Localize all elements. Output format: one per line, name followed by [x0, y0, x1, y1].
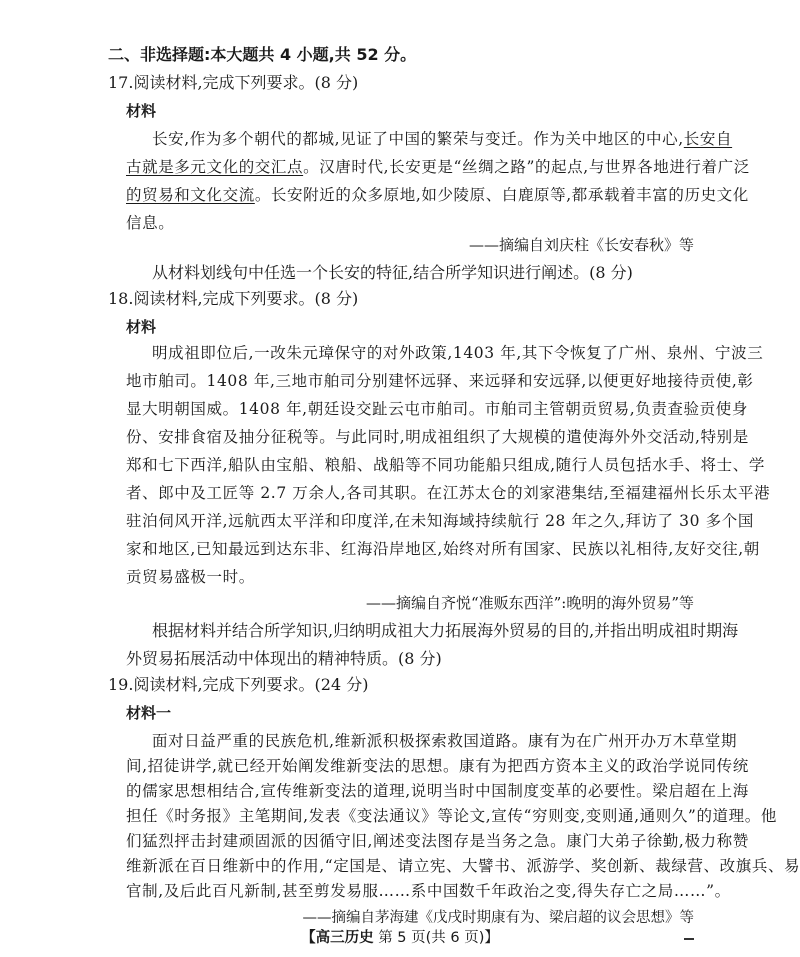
q18-material-line: 贡贸易盛极一时。	[126, 568, 255, 586]
q18-material-line: 份、安排食宿及抽分征税等。与此同时,明成祖组织了大规模的遣使海外外交活动,特别是	[126, 428, 749, 446]
q18-material-line: 郑和七下西洋,船队由宝船、粮船、战船等不同功能船只组成,随行人员包括水手、将士、学	[126, 456, 765, 474]
q17-material-line	[126, 156, 750, 178]
q19-material-line: 的儒家思想相结合,宣传维新变法的道理,说明当时中国制度变革的必要性。梁启超在上海	[126, 782, 749, 800]
q18-source: ——摘编自齐悦“准贩东西洋”:晚明的海外贸易”等	[365, 594, 694, 612]
question-18-title: 18.阅读材料,完成下列要求。(8 分)	[108, 289, 359, 308]
footer-page-number: 第 5 页(共 6 页)】	[378, 930, 499, 946]
q19-source: ——摘编自茅海建《戊戌时期康有为、梁启超的议会思想》等	[302, 910, 694, 926]
q17-line2-text: 。汉唐时代,长安更是“丝绸之路”的起点,与世界各地进行着广泛	[303, 158, 750, 176]
q17-underlined-phrase: 古就是多元文化的交汇点	[126, 158, 304, 176]
section-title: 二、非选择题:本大题共 4 小题,共 52 分。	[108, 45, 417, 64]
q19-material-line: 们猛烈抨击封建顽固派的因循守旧,阐述变法图存是当务之急。康门大弟子徐勤,极力称赞	[126, 832, 749, 850]
q19-material-line: 官制,及后此百凡新制,甚至剪发易服……系中国数千年政治之变,得失存亡之局……”。	[126, 882, 731, 900]
q19-material-label: 材料一	[126, 704, 172, 722]
q17-material-line: 信息。	[126, 214, 175, 232]
q18-material-line: 地市舶司。1408 年,三地市舶司分别建怀远驿、来远驿和安远驿,以便更好地接待贡使,彰	[126, 372, 754, 390]
q18-material-line: 驻泊伺风开洋,远航西太平洋和印度洋,在未知海域持续航行 28 年之久,拜访了 30 多个国	[126, 512, 754, 530]
q17-material-label: 材料	[126, 102, 157, 120]
footer-subject: 【高三历史	[301, 930, 374, 946]
q19-material-line: 担任《时务报》主笔期间,发表《变法通议》等论文,宣传“穷则变,变则通,通则久”的道理。他	[126, 807, 777, 825]
q18-material-line: 显大明朝国威。1408 年,朝廷设交趾云屯市舶司。市舶司主管朝贡贸易,负责查验贡使身	[126, 400, 748, 418]
q17-material-line	[126, 184, 749, 206]
q19-material-line: 维新派在百日维新中的作用,“定国是、请立宪、大譬书、派游学、奖创新、裁绿营、改旗兵、易	[126, 857, 800, 875]
question-19-title: 19.阅读材料,完成下列要求。(24 分)	[108, 675, 369, 694]
q17-line1-text: 长安,作为多个朝代的都城,见证了中国的繁荣与变迁。作为关中地区的中心,	[152, 130, 684, 148]
question-17-title: 17.阅读材料,完成下列要求。(8 分)	[108, 73, 359, 92]
corner-mark	[684, 938, 694, 940]
q17-material-line	[152, 128, 732, 150]
q18-material-line: 家和地区,已知最远到达东非、红海沿岸地区,始终对所有国家、民族以礼相待,友好交往,朝	[126, 540, 760, 558]
q18-task-line: 外贸易拓展活动中体现出的精神特质。(8 分)	[126, 649, 442, 668]
q18-material-line: 明成祖即位后,一改朱元璋保守的对外政策,1403 年,其下令恢复了广州、泉州、宁波三	[152, 344, 764, 362]
q17-underlined-phrase: 长安自	[683, 130, 733, 148]
q19-material-line: 间,招徒讲学,就已经开始阐发维新变法的思想。康有为把西方资本主义的政治学说同传统	[126, 757, 749, 775]
page-footer	[0, 926, 800, 947]
q18-material-line: 者、郎中及工匠等 2.7 万余人,各司其职。在江苏太仓的刘家港集结,至福建福州长乐太平港	[126, 484, 771, 502]
q17-underlined-phrase: 的贸易和文化交流	[126, 186, 255, 204]
q18-task-line: 根据材料并结合所学知识,归纳明成祖大力拓展海外贸易的目的,并指出明成祖时期海	[152, 621, 739, 640]
q17-task: 从材料划线句中任选一个长安的特征,结合所学知识进行阐述。(8 分)	[152, 263, 633, 282]
q17-line3-text: 。长安附近的众多原地,如少陵原、白鹿原等,都承载着丰富的历史文化	[254, 186, 749, 204]
q17-source: ——摘编自刘庆柱《长安春秋》等	[468, 236, 694, 254]
q18-material-label: 材料	[126, 318, 157, 336]
q19-material-line: 面对日益严重的民族危机,维新派积极探索救国道路。康有为在广州开办万木草堂期	[152, 732, 738, 750]
